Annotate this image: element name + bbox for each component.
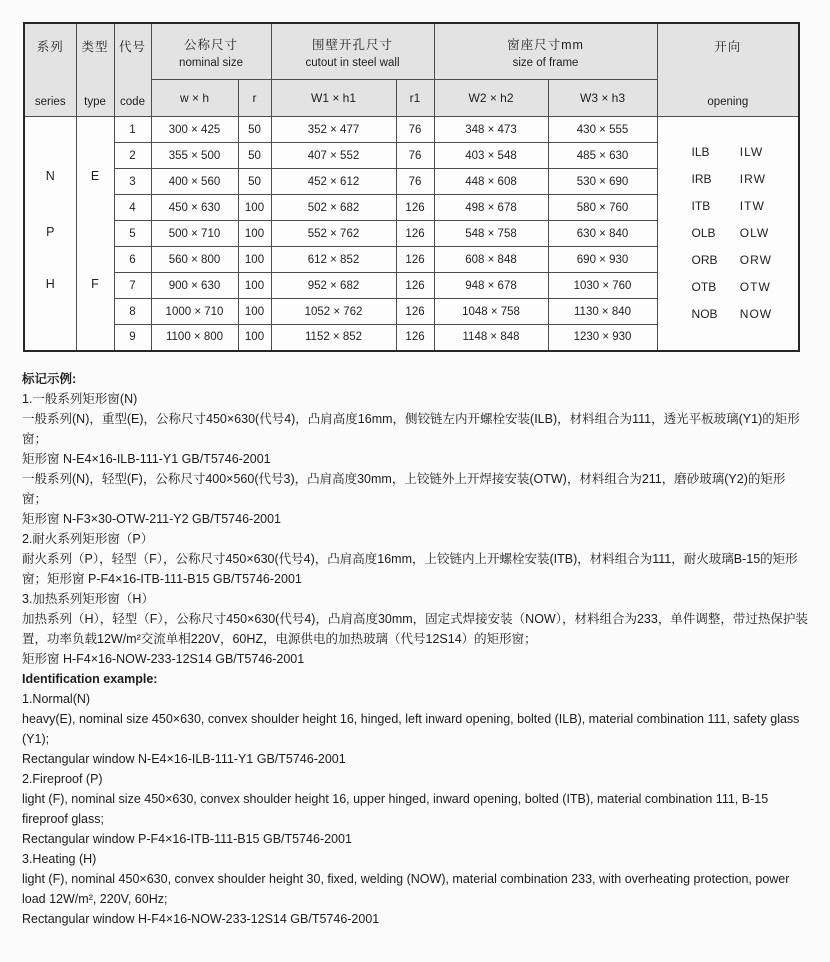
opening-code: ORB [691, 253, 718, 268]
subheader-wh: w × h [151, 80, 238, 117]
note-line: 矩形窗 N-E4×16-ILB-111-Y1 GB/T5746-2001 [22, 451, 271, 466]
header-frame-zh: 窗座尺寸mm [507, 37, 584, 52]
w1h1-cell: 552 × 762 [271, 221, 396, 247]
opening-code: ITW [739, 199, 765, 214]
wh-cell: 560 × 800 [151, 247, 238, 273]
header-cutout [271, 23, 434, 80]
series-cell [24, 117, 76, 351]
opening-code: OTB [691, 280, 717, 295]
w1h1-cell: 452 × 612 [271, 169, 396, 195]
header-nominal-size [151, 23, 271, 80]
note-line: light (F), nominal size 450×630, convex shoulder height 16, upper hinged, inward opening, bolted (ITB), material combination 111, B-15 fireproof glass; [22, 791, 769, 826]
notes-section [22, 369, 808, 929]
code-cell: 5 [114, 221, 151, 247]
code-cell: 2 [114, 143, 151, 169]
w3h3-cell: 580 × 760 [548, 195, 657, 221]
w3h3-cell: 530 × 690 [548, 169, 657, 195]
header-nominal-zh: 公称尺寸 [184, 37, 239, 52]
header-cutout-zh: 围壁开孔尺寸 [312, 37, 394, 52]
notes-heading-en: Identification example: [22, 671, 158, 686]
w3h3-cell: 1130 × 840 [548, 299, 657, 325]
header-nominal-en: nominal size [179, 56, 243, 69]
w2h2-cell: 348 × 473 [434, 117, 548, 143]
r-cell: 100 [238, 273, 271, 299]
header-series [24, 23, 76, 117]
header-opening-zh: 开向 [714, 39, 742, 54]
w1h1-cell: 502 × 682 [271, 195, 396, 221]
r1-cell: 76 [396, 143, 434, 169]
wh-cell: 450 × 630 [151, 195, 238, 221]
w1h1-cell: 952 × 682 [271, 273, 396, 299]
series-label-h: H [45, 277, 55, 292]
table-row [24, 117, 799, 143]
w2h2-cell: 548 × 758 [434, 221, 548, 247]
r-cell: 50 [238, 169, 271, 195]
series-label-n: N [45, 169, 55, 184]
header-code [114, 23, 151, 117]
r-cell: 50 [238, 117, 271, 143]
note-line: 一般系列(N)，轻型(F)，公称尺寸400×560(代号3)，凸肩高度30mm，上铰链外上开焊接安装(OTW)，材料组合为211，磨砂玻璃(Y2)的矩形窗； [22, 471, 786, 506]
note-line: 1.一般系列矩形窗(N) [22, 391, 138, 406]
r-cell: 100 [238, 195, 271, 221]
note-line: 一般系列(N)，重型(E)，公称尺寸450×630(代号4)，凸肩高度16mm，侧铰链左内开螺栓安装(ILB)，材料组合为111，透光平板玻璃(Y1)的矩形窗； [22, 411, 800, 446]
table-header [24, 23, 799, 117]
header-cutout-en: cutout in steel wall [305, 56, 400, 69]
series-label-p: P [46, 225, 55, 240]
code-cell: 7 [114, 273, 151, 299]
note-line: 加热系列（H），轻型（F），公称尺寸450×630(代号4)，凸肩高度30mm，固定式焊接安装（NOW），材料组合为233，单件调整，带过热保护装置，功率负载12W/m²交流单相220V，60HZ，电源供电的加热玻璃（代号12S14）的矩形窗； [22, 611, 808, 646]
opening-code: IRW [739, 172, 766, 187]
note-line: Rectangular window P-F4×16-ITB-111-B15 GB/T5746-2001 [22, 831, 352, 846]
r1-cell: 126 [396, 247, 434, 273]
r-cell: 50 [238, 143, 271, 169]
header-code-en: code [120, 95, 145, 108]
header-series-en: series [34, 95, 66, 108]
w2h2-cell: 948 × 678 [434, 273, 548, 299]
w3h3-cell: 485 × 630 [548, 143, 657, 169]
r-cell: 100 [238, 221, 271, 247]
r-cell: 100 [238, 299, 271, 325]
opening-code: NOW [739, 307, 773, 322]
w2h2-cell: 403 × 548 [434, 143, 548, 169]
r1-cell: 126 [396, 325, 434, 351]
wh-cell: 400 × 560 [151, 169, 238, 195]
type-label-f: F [91, 277, 99, 292]
code-cell: 3 [114, 169, 151, 195]
wh-cell: 355 × 500 [151, 143, 238, 169]
w2h2-cell: 1048 × 758 [434, 299, 548, 325]
opening-code: ORW [739, 253, 772, 268]
header-type-zh: 类型 [81, 39, 109, 54]
header-code-zh: 代号 [118, 39, 146, 54]
r1-cell: 126 [396, 273, 434, 299]
r-cell: 100 [238, 325, 271, 351]
w3h3-cell: 1030 × 760 [548, 273, 657, 299]
w1h1-cell: 612 × 852 [271, 247, 396, 273]
opening-code: OTW [739, 280, 771, 295]
document-page [0, 22, 830, 962]
opening-code: OLB [691, 226, 716, 241]
r1-cell: 126 [396, 195, 434, 221]
r1-cell: 126 [396, 221, 434, 247]
note-line: heavy(E), nominal size 450×630, convex shoulder height 16, hinged, left inward opening, bolted (ILB), material combination 111, safety glass (Y1); [22, 711, 800, 746]
type-label-e: E [90, 169, 100, 184]
code-cell: 9 [114, 325, 151, 351]
w3h3-cell: 1230 × 930 [548, 325, 657, 351]
subheader-w3h3: W3 × h3 [548, 80, 657, 117]
header-series-zh: 系列 [36, 39, 64, 54]
subheader-r1: r1 [396, 80, 434, 117]
header-opening-en: opening [707, 95, 749, 108]
opening-code: ILB [691, 145, 710, 160]
code-cell: 4 [114, 195, 151, 221]
subheader-w2h2: W2 × h2 [434, 80, 548, 117]
subheader-w1h1: W1 × h1 [271, 80, 396, 117]
wh-cell: 300 × 425 [151, 117, 238, 143]
note-line: 3.加热系列矩形窗（H） [22, 591, 154, 606]
opening-code: IRB [691, 172, 712, 187]
w3h3-cell: 690 × 930 [548, 247, 657, 273]
opening-code: ITB [691, 199, 711, 214]
w2h2-cell: 1148 × 848 [434, 325, 548, 351]
note-line: 2.Fireproof (P) [22, 771, 103, 786]
note-line: 3.Heating (H) [22, 851, 97, 866]
r1-cell: 126 [396, 299, 434, 325]
header-type-en: type [84, 95, 106, 108]
w1h1-cell: 1152 × 852 [271, 325, 396, 351]
header-frame-size [434, 23, 657, 80]
w1h1-cell: 407 × 552 [271, 143, 396, 169]
opening-code: OLW [739, 226, 770, 241]
note-line: Rectangular window N-E4×16-ILB-111-Y1 GB/T5746-2001 [22, 751, 346, 766]
note-line: light (F), nominal 450×630, convex shoulder height 30, fixed, welding (NOW), material combination 233, with overheating protection, power load 12W/m², 220V, 60Hz; [22, 871, 790, 906]
wh-cell: 500 × 710 [151, 221, 238, 247]
w1h1-cell: 1052 × 762 [271, 299, 396, 325]
r-cell: 100 [238, 247, 271, 273]
wh-cell: 1000 × 710 [151, 299, 238, 325]
opening-code: NOB [691, 307, 718, 322]
r1-cell: 76 [396, 169, 434, 195]
note-line: 耐火系列（P），轻型（F），公称尺寸450×630(代号4)，凸肩高度16mm，上铰链内上开螺栓安装(ITB)，材料组合为111，耐火玻璃B-15的矩形窗；矩形窗 P-F4×16-ITB-111-B15 GB/T5746-2001 [22, 551, 798, 586]
wh-cell: 900 × 630 [151, 273, 238, 299]
notes-heading-zh: 标记示例: [22, 371, 77, 386]
opening-cell [657, 117, 799, 351]
w2h2-cell: 448 × 608 [434, 169, 548, 195]
note-line: 2.耐火系列矩形窗（P） [22, 531, 154, 546]
code-cell: 6 [114, 247, 151, 273]
w1h1-cell: 352 × 477 [271, 117, 396, 143]
note-line: 1.Normal(N) [22, 691, 91, 706]
r1-cell: 76 [396, 117, 434, 143]
wh-cell: 1100 × 800 [151, 325, 238, 351]
w3h3-cell: 630 × 840 [548, 221, 657, 247]
header-frame-en: size of frame [512, 56, 579, 69]
header-type [76, 23, 114, 117]
table-body [24, 117, 799, 351]
w2h2-cell: 608 × 848 [434, 247, 548, 273]
opening-code: ILW [739, 145, 764, 160]
w3h3-cell: 430 × 555 [548, 117, 657, 143]
note-line: 矩形窗 H-F4×16-NOW-233-12S14 GB/T5746-2001 [22, 651, 305, 666]
w2h2-cell: 498 × 678 [434, 195, 548, 221]
code-cell: 1 [114, 117, 151, 143]
header-opening [657, 23, 799, 117]
window-dimensions-table [23, 22, 800, 352]
subheader-r: r [238, 80, 271, 117]
note-line: Rectangular window H-F4×16-NOW-233-12S14 GB/T5746-2001 [22, 911, 380, 926]
type-cell [76, 117, 114, 351]
code-cell: 8 [114, 299, 151, 325]
note-line: 矩形窗 N-F3×30-OTW-211-Y2 GB/T5746-2001 [22, 511, 282, 526]
